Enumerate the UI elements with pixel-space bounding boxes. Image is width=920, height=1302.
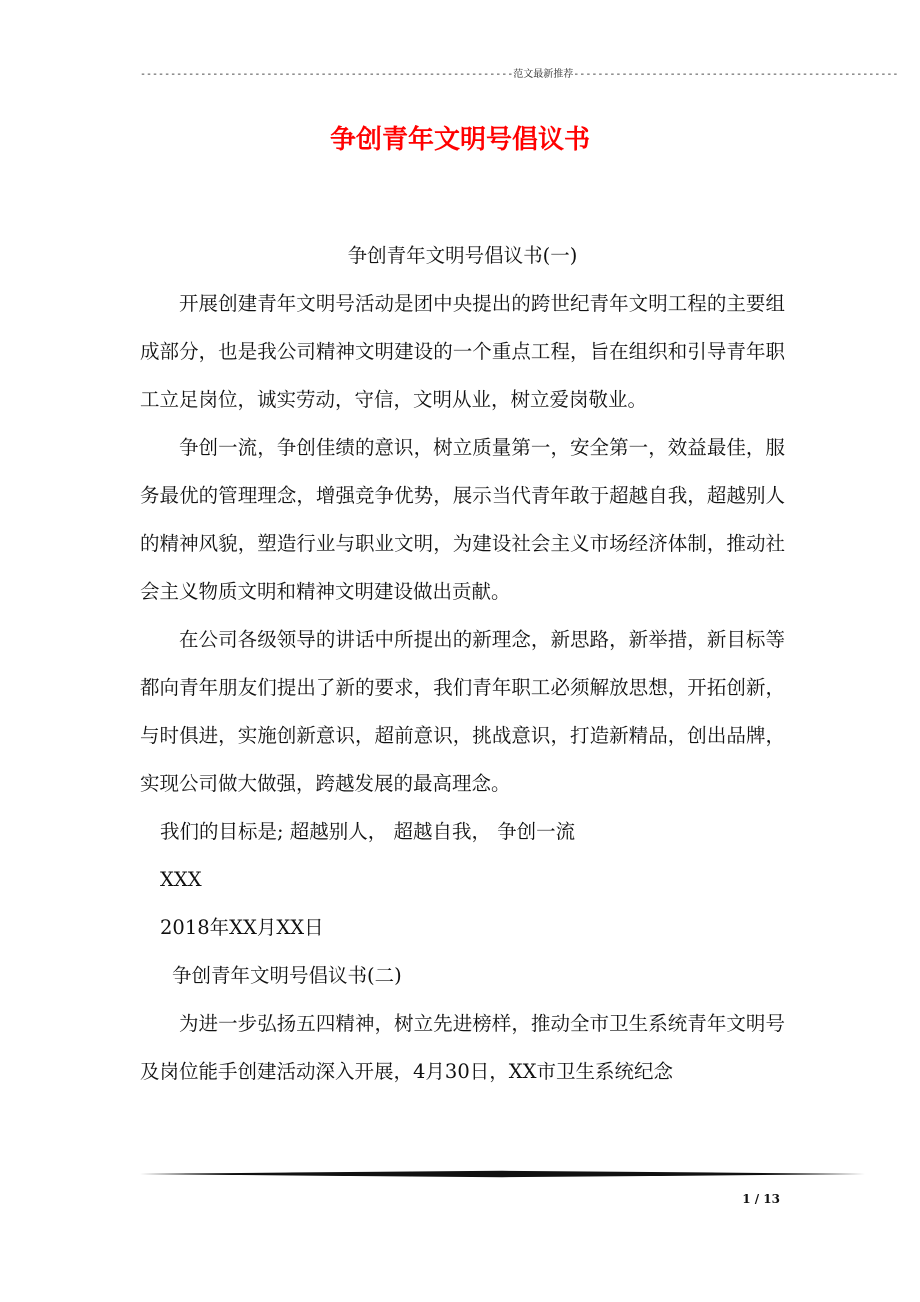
header-dashes-right: ------------------------------------------------------: [573, 69, 899, 80]
date-line: 2018年XX月XX日: [160, 916, 324, 939]
section-2-paragraph-1: 为进一步弘扬五四精神，树立先进榜样，推动全市卫生系统青年文明号及岗位能手创建活动深入开展，4月30日，XX市卫生系统纪念: [140, 1012, 785, 1083]
section-2-heading: 争创青年文明号倡议书(二): [172, 964, 402, 987]
document-body: [140, 232, 785, 1096]
header-dashes-left: --------------------------------------------------------------: [140, 69, 514, 80]
signature: XXX: [160, 868, 202, 891]
section-1-paragraph-1: 开展创建青年文明号活动是团中央提出的跨世纪青年文明工程的主要组成部分，也是我公司精神文明建设的一个重点工程，旨在组织和引导青年职工立足岗位，诚实劳动，守信，文明从业，树立爱岗敬业。: [140, 292, 785, 411]
section-1-paragraph-2: 争创一流，争创佳绩的意识，树立质量第一，安全第一，效益最佳，服务最优的管理理念，增强竞争优势，展示当代青年敢于超越自我，超越别人的精神风貌，塑造行业与职业文明，为建设社会主义市场经济体制，推动社会主义物质文明和精神文明建设做出贡献。: [140, 436, 785, 603]
section-1-paragraph-3: 在公司各级领导的讲话中所提出的新理念，新思路，新举措，新目标等都向青年朋友们提出了新的要求，我们青年职工必须解放思想，开拓创新，与时俱进，实施创新意识，超前意识，挑战意识，打造新精品，创出品牌，实现公司做大做强，跨越发展的最高理念。: [140, 628, 785, 795]
footer-divider: [140, 1170, 865, 1178]
document-title: 争创青年文明号倡议书: [329, 125, 590, 155]
section-1-heading: 争创青年文明号倡议书(一): [347, 244, 578, 267]
page-header: [140, 68, 899, 82]
header-label: 范文最新推荐: [513, 69, 574, 80]
section-1-goal-line: 我们的目标是; 超越别人， 超越自我， 争创一流: [160, 820, 576, 843]
page-number: 1 / 13: [742, 1192, 780, 1206]
